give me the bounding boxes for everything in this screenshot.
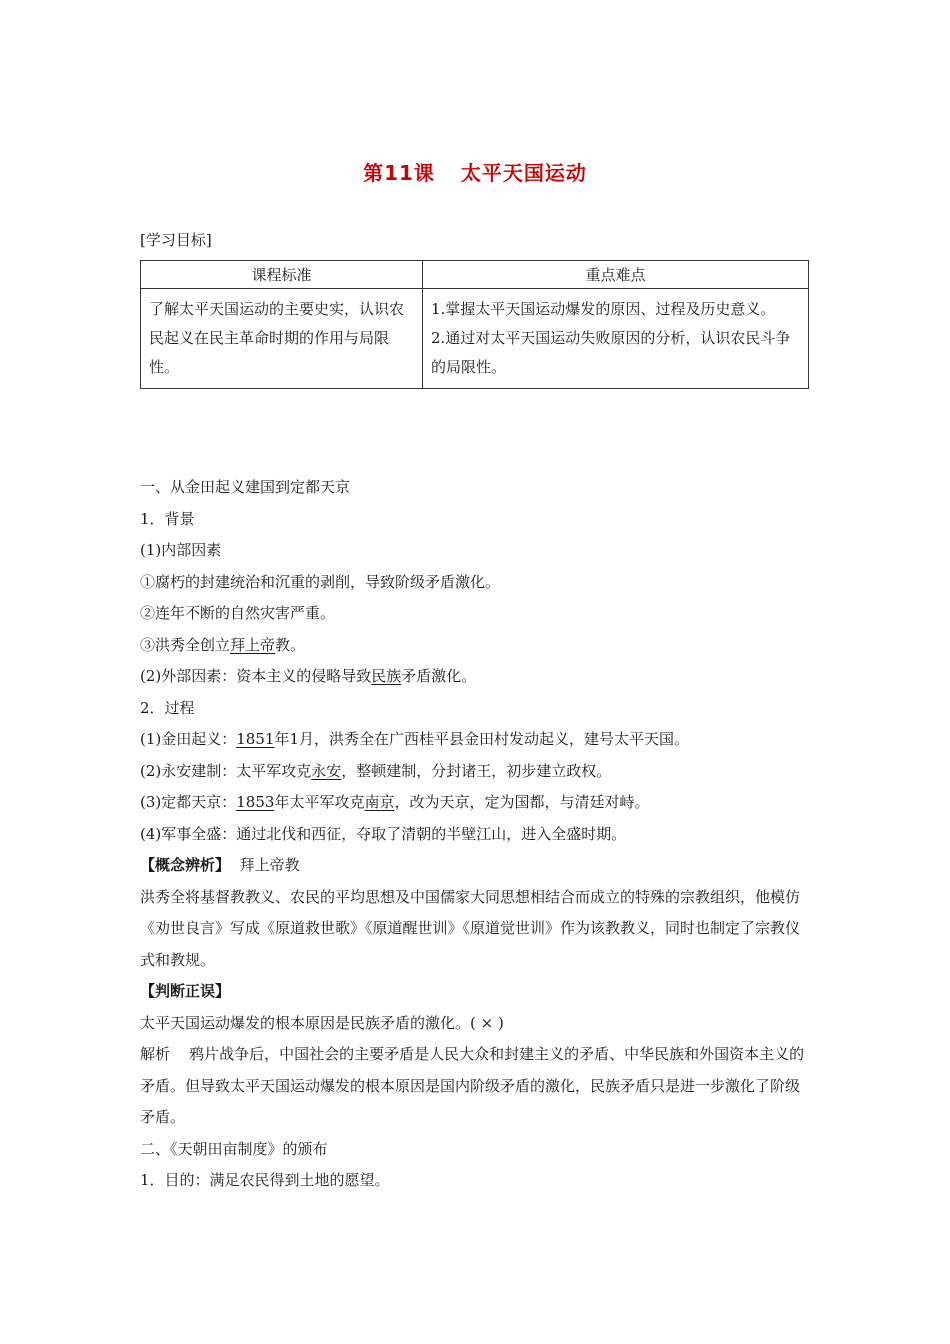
concept-term: 拜上帝教	[239, 856, 300, 874]
goals-body-row	[141, 289, 809, 389]
process-item-2	[140, 756, 812, 788]
subheading-process: 2．过程	[140, 698, 195, 717]
text-fragment: 年1月，洪秀全在广西桂平县金田村发动起义，建号太平天国。	[274, 730, 689, 748]
content-section-1	[140, 472, 812, 1197]
standard-cell: 了解太平天国运动的主要史实，认识农民起义在民主革命时期的作用与局限性。	[141, 289, 423, 389]
lesson-name: 太平天国运动	[460, 161, 587, 185]
text-fragment: ，改为天京，定为国都，与清廷对峙。	[394, 793, 650, 811]
concept-label: 【概念辨析】	[140, 856, 231, 874]
text-fragment: 教。	[275, 635, 306, 654]
goals-label: [学习目标]	[140, 231, 212, 249]
header-standard: 课程标准	[141, 261, 423, 289]
text-fragment: ，整顿建制，分封诸王，初步建立政权。	[341, 761, 612, 780]
internal-item-3	[140, 630, 812, 662]
text-fragment: ③洪秀全创立	[140, 635, 231, 654]
internal-item-1: ①腐朽的封建统治和沉重的剥削，导致阶级矛盾激化。	[140, 572, 501, 591]
keypoint-2: 2.通过对太平天国运动失败原因的分析，认识农民斗争的局限性。	[431, 329, 791, 376]
analysis-label: 解析	[140, 1045, 171, 1063]
blank-answer: 民族	[371, 667, 402, 685]
internal-factors: (1)内部因素	[140, 541, 222, 559]
blank-answer: 1851	[236, 730, 275, 748]
analysis-text: 鸦片战争后，中国社会的主要矛盾是人民大众和封建主义的矛盾、中华民族和外国资本主义的矛盾。但导致太平天国运动爆发的根本原因是国内阶级矛盾的激化，民族矛盾只是进一步激化了阶级矛盾。	[140, 1045, 805, 1126]
external-factors	[140, 661, 812, 693]
text-fragment: 矛盾激化。	[401, 667, 477, 685]
concept-text: 洪秀全将基督教教义、农民的平均思想及中国儒家大同思想相结合而成立的特殊的宗教组织，他模仿《劝世良言》写成《原道救世歌》《原道醒世训》《原道觉世训》作为该教教义，同时也制定了宗教仪式和教规。	[140, 887, 801, 969]
analysis	[140, 1039, 812, 1134]
section-heading-1: 一、从金田起义建国到定都天京	[140, 478, 351, 496]
process-item-4: (4)军事全盛：通过北伐和西征，夺取了清朝的半壁江山，进入全盛时期。	[140, 824, 627, 843]
blank-answer: 拜上帝	[230, 635, 276, 654]
goals-header-row	[141, 261, 809, 289]
header-keypoints: 重点难点	[423, 261, 809, 289]
blank-answer: 1853	[236, 793, 275, 811]
purpose-item: 1．目的：满足农民得到土地的愿望。	[140, 1171, 390, 1189]
process-item-1	[140, 724, 812, 756]
section-heading-2: 二、《天朝田亩制度》的颁布	[140, 1139, 328, 1158]
goals-table	[140, 260, 809, 389]
text-fragment: (2)外部因素：资本主义的侵略导致	[140, 667, 372, 685]
process-item-3	[140, 787, 812, 819]
subheading-background: 1．背景	[140, 509, 195, 528]
judge-label: 【判断正误】	[140, 982, 231, 1000]
lesson-title	[0, 157, 950, 186]
keypoints-cell	[423, 289, 809, 389]
concept-heading	[140, 850, 812, 882]
blank-answer: 永安	[311, 761, 342, 780]
text-fragment: 年太平军攻克	[274, 793, 365, 811]
keypoint-1: 1.掌握太平天国运动爆发的原因、过程及历史意义。	[431, 300, 776, 318]
text-fragment: (3)定都天京：	[140, 793, 237, 811]
judge-question: 太平天国运动爆发的根本原因是民族矛盾的激化。( × )	[140, 1013, 504, 1032]
text-fragment: (1)金田起义：	[140, 730, 237, 748]
text-fragment: (2)永安建制：太平军攻克	[140, 761, 312, 780]
blank-answer: 南京	[364, 793, 395, 811]
lesson-number: 第11课	[363, 161, 435, 185]
internal-item-2: ②连年不断的自然灾害严重。	[140, 604, 336, 622]
